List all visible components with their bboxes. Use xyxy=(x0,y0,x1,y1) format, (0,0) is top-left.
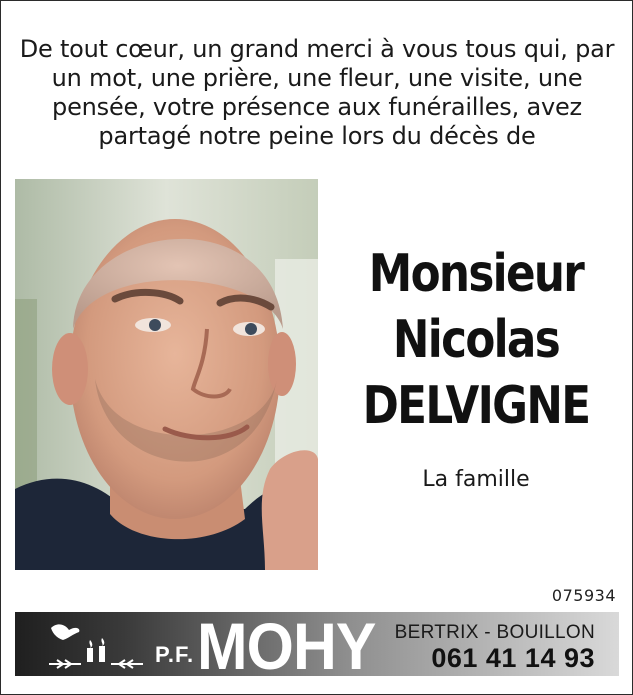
name-title: Monsieur xyxy=(368,244,584,304)
portrait-photo xyxy=(15,179,318,570)
portrait-illustration xyxy=(15,179,318,570)
reference-number: 075934 xyxy=(551,586,616,605)
brand-name: MOHY xyxy=(197,609,376,683)
name-last: DELVIGNE xyxy=(362,376,590,436)
thank-you-message: De tout cœur, un grand merci à vous tous qui, par un mot, une prière, une fleur, une visite, une pensée, votre présence aux funérailles, avez partagé notre peine lors du décès de xyxy=(19,35,615,150)
dove-candles-logo-icon xyxy=(29,618,149,672)
family-signature: La famille xyxy=(422,467,530,492)
phone-number: 061 41 14 93 xyxy=(431,643,595,673)
deceased-name xyxy=(354,241,598,439)
name-first: Nicolas xyxy=(392,310,560,370)
locations: BERTRIX - BOUILLON xyxy=(394,622,595,643)
brand-prefix: P.F. xyxy=(155,642,195,667)
funeral-home-banner xyxy=(15,609,619,683)
